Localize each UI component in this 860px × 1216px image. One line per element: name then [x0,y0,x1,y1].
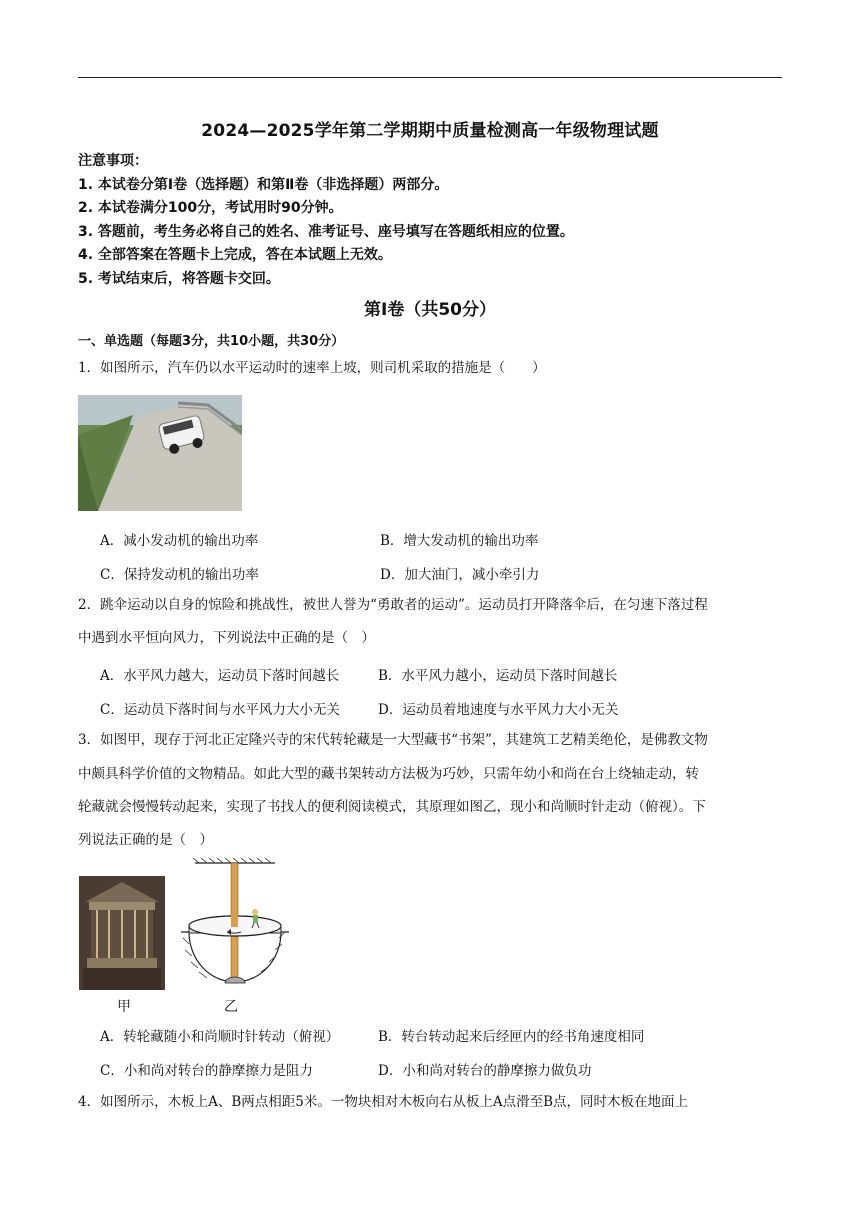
q2-option-c: C．运动员下落时间与水平风力大小无关 [100,702,340,718]
q1-option-c: C．保持发动机的输出功率 [100,567,259,583]
q3-stem-line2: 中颇具科学价值的文物精品。如此大型的藏书架转动方法极为巧妙，只需年幼小和尚在台上绕轴走动，转 [78,766,699,782]
q1-option-b: B．增大发动机的输出功率 [380,533,539,549]
q2-option-a: A．水平风力越大，运动员下落时间越长 [100,668,340,684]
note-item: 2. 本试卷满分100分，考试用时90分钟。 [78,200,343,216]
q1-car-slope-photo [78,395,242,511]
note-item: 3. 答题前，考生务必将自己的姓名、准考证号、座号填写在答题纸相应的位置。 [78,223,574,240]
q1-stem: 1．如图所示，汽车仍以水平运动时的速率上坡，则司机采取的措施是（ ） [78,360,546,376]
q3-option-c: C．小和尚对转台的静摩擦力是阻力 [100,1063,313,1079]
volume-title: 第Ⅰ卷（共50分） [364,300,496,320]
note-item: 4. 全部答案在答题卡上完成，答在本试题上无效。 [78,247,392,263]
q1-option-a: A．减小发动机的输出功率 [100,533,259,549]
q2-stem-line2: 中遇到水平恒向风力，下列说法中正确的是（ ） [78,630,375,646]
q3-option-b: B．转台转动起来后经匣内的经书角速度相同 [378,1029,645,1045]
q3-stem-line3: 轮藏就会慢慢转动起来，实现了书找人的便利阅读模式，其原理如图乙，现小和尚顺时针走动（俯视）。下 [78,799,706,815]
q3-stem-line1: 3．如图甲，现存于河北正定隆兴寺的宋代转轮藏是一大型藏书“书架”，其建筑工艺精美绝伦，是佛教文物 [78,732,708,748]
page-title: 2024—2025学年第二学期期中质量检测高一年级物理试题 [201,121,659,141]
q2-option-b: B．水平风力越小，运动员下落时间越长 [378,668,618,684]
header-rule [78,77,782,78]
q3-turntable-diagram [175,858,295,990]
q3-option-a: A．转轮藏随小和尚顺时针转动（俯视） [100,1029,340,1045]
note-item: 5. 考试结束后，将答题卡交回。 [78,270,280,287]
q3-fig-label-yi: 乙 [224,999,238,1015]
notes-block [78,150,574,291]
q4-stem-line1: 4．如图所示，木板上A、B两点相距5米。一物块相对木板向右从板上A点滑至B点，同时木板在地面上 [78,1094,689,1110]
q3-fig-label-jia: 甲 [117,999,131,1015]
q3-rotating-bookcase-photo [79,876,165,990]
note-item: 1. 本试卷分第Ⅰ卷（选择题）和第Ⅱ卷（非选择题）两部分。 [78,176,449,193]
q3-option-d: D．小和尚对转台的静摩擦力做负功 [378,1063,592,1079]
q1-option-d: D．加大油门，减小牵引力 [380,567,540,583]
notes-heading: 注意事项： [78,153,148,169]
q2-option-d: D．运动员着地速度与水平风力大小无关 [378,702,619,718]
q2-stem-line1: 2．跳伞运动以自身的惊险和挑战性，被世人誉为“勇敢者的运动”。运动员打开降落伞后，在匀速下落过程 [78,597,708,613]
section-title: 一、单选题（每题3分，共10小题，共30分） [78,334,345,349]
q3-stem-line4: 列说法正确的是（ ） [78,832,213,848]
